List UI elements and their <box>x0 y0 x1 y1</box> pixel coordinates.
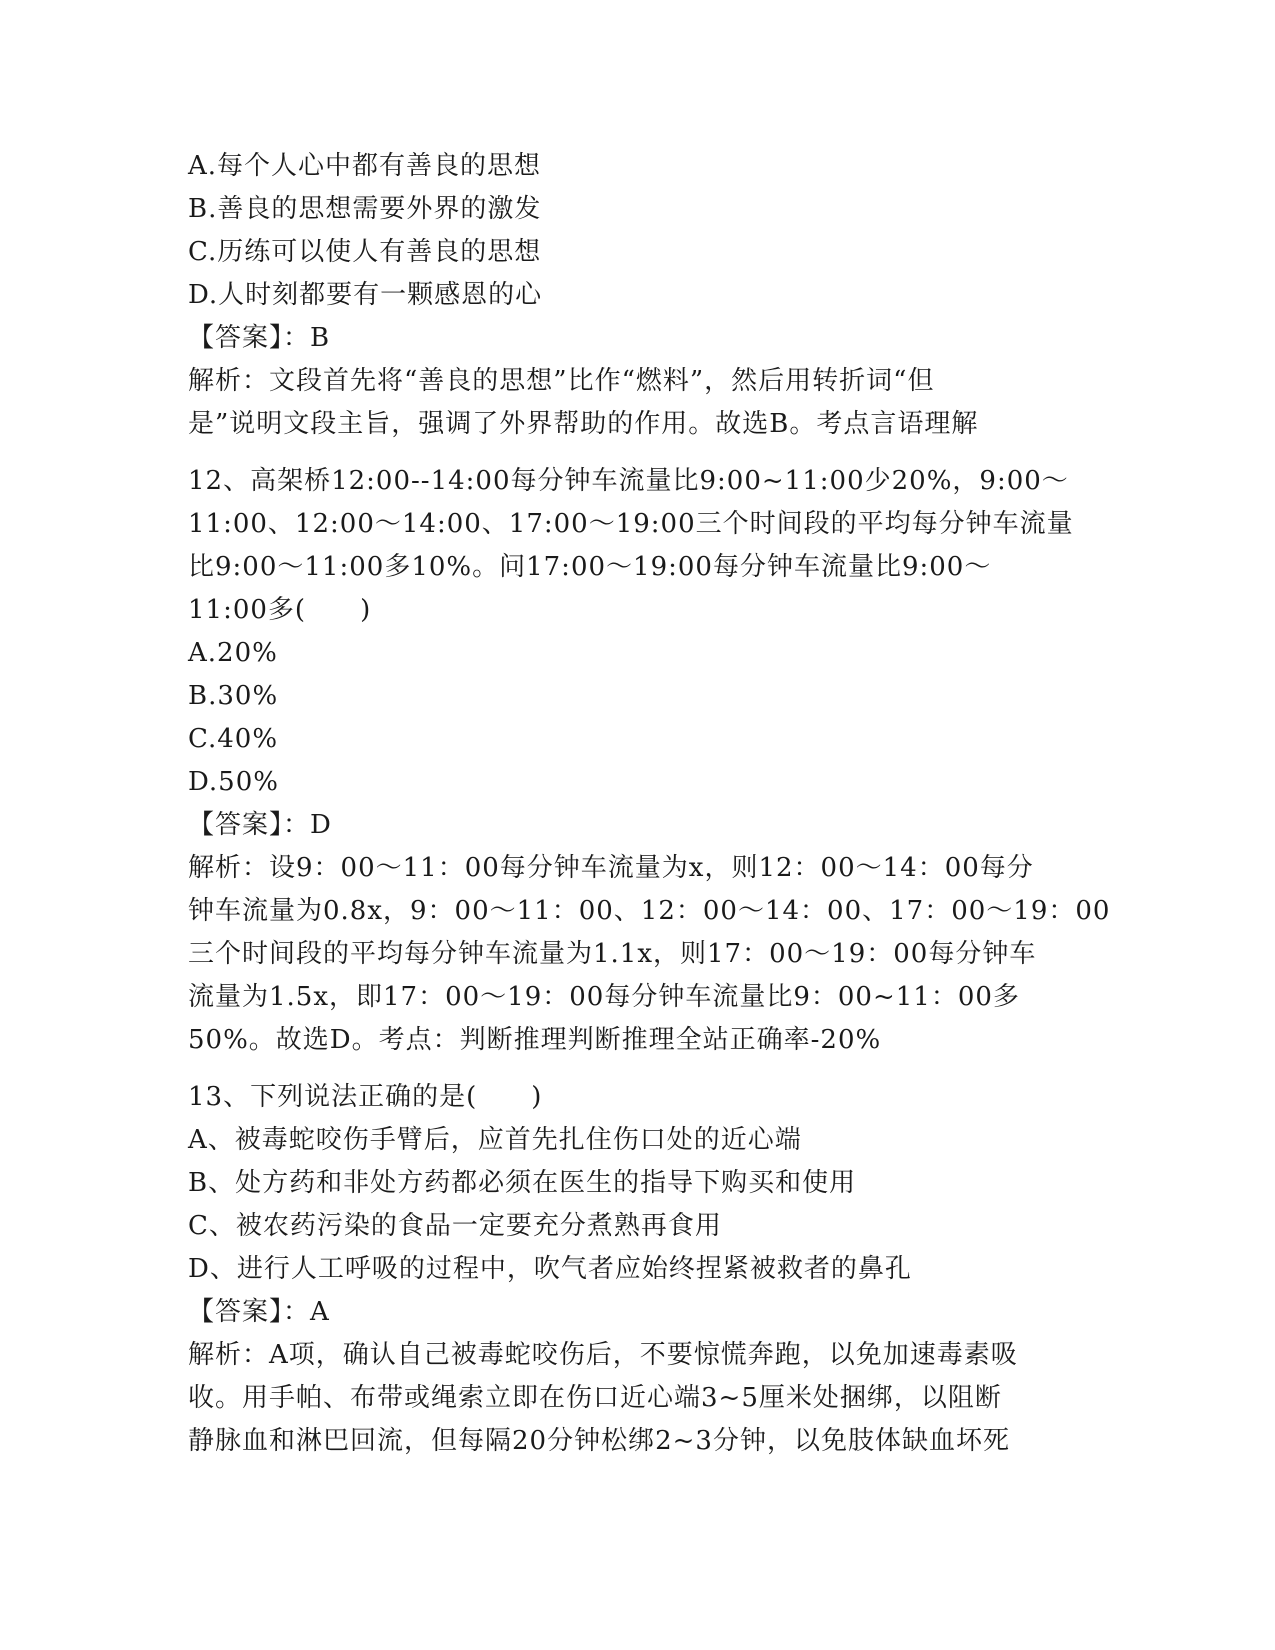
document-page <box>188 145 1111 1463</box>
q13-answer: 【答案】：A <box>188 1297 330 1327</box>
q11-option-a: A.每个人心中都有善良的思想 <box>188 151 542 181</box>
q12-option-c: C.40% <box>188 724 279 754</box>
q12-stem-line: 12、高架桥12:00--14:00每分钟车流量比9:00~11:00少20%，9:00～ <box>188 466 1069 496</box>
q12-stem-line: 11:00多( ) <box>188 595 372 625</box>
q13-option-a: A、被毒蛇咬伤手臂后，应首先扎住伤口处的近心端 <box>188 1125 802 1155</box>
q13-analysis-line: 解析：A项，确认自己被毒蛇咬伤后，不要惊慌奔跑，以免加速毒素吸 <box>188 1340 1018 1370</box>
question-13-block <box>188 1076 1088 1463</box>
q13-stem-line: 13、下列说法正确的是( ) <box>188 1082 543 1112</box>
q12-option-a: A.20% <box>188 638 278 668</box>
q12-option-b: B.30% <box>188 681 279 711</box>
q12-analysis-line: 钟车流量为0.8x，9：00～11：00、12：00～14：00、17：00～19：00 <box>188 896 1111 926</box>
q12-analysis-line: 50%。故选D。考点：判断推理判断推理全站正确率-20% <box>188 1025 882 1055</box>
q13-analysis-line: 静脉血和淋巴回流，但每隔20分钟松绑2~3分钟，以免肢体缺血坏死 <box>188 1426 1010 1456</box>
q12-analysis-line: 解析：设9：00～11：00每分钟车流量为x，则12：00～14：00每分 <box>188 853 1034 883</box>
q13-option-d: D、进行人工呼吸的过程中，吹气者应始终捏紧被救者的鼻孔 <box>188 1254 912 1284</box>
q11-answer: 【答案】：B <box>188 323 331 353</box>
q12-analysis-line: 三个时间段的平均每分钟车流量为1.1x，则17：00～19：00每分钟车 <box>188 939 1037 969</box>
q11-analysis-line: 解析：文段首先将“善良的思想”比作“燃料”，然后用转折词“但 <box>188 366 935 396</box>
q11-option-c: C.历练可以使人有善良的思想 <box>188 237 542 267</box>
q12-analysis-line: 流量为1.5x，即17：00～19：00每分钟车流量比9：00~11：00多 <box>188 982 1020 1012</box>
q13-analysis-line: 收。用手帕、布带或绳索立即在伤口近心端3~5厘米处捆绑，以阻断 <box>188 1383 1002 1413</box>
q12-answer: 【答案】：D <box>188 810 332 840</box>
q12-stem-line: 11:00、12:00～14:00、17:00～19:00三个时间段的平均每分钟车流量 <box>188 509 1074 539</box>
q11-analysis-line: 是”说明文段主旨，强调了外界帮助的作用。故选B。考点言语理解 <box>188 409 979 439</box>
q13-option-b: B、处方药和非处方药都必须在医生的指导下购买和使用 <box>188 1168 857 1198</box>
q13-option-c: C、被农药污染的食品一定要充分煮熟再食用 <box>188 1211 722 1241</box>
q12-option-d: D.50% <box>188 767 279 797</box>
q12-stem-line: 比9:00～11:00多10%。问17:00～19:00每分钟车流量比9:00～ <box>188 552 992 582</box>
q11-option-b: B.善良的思想需要外界的激发 <box>188 194 542 224</box>
q11-option-d: D.人时刻都要有一颗感恩的心 <box>188 280 543 310</box>
question-11-block <box>188 145 1088 446</box>
question-12-block <box>188 460 1111 1062</box>
